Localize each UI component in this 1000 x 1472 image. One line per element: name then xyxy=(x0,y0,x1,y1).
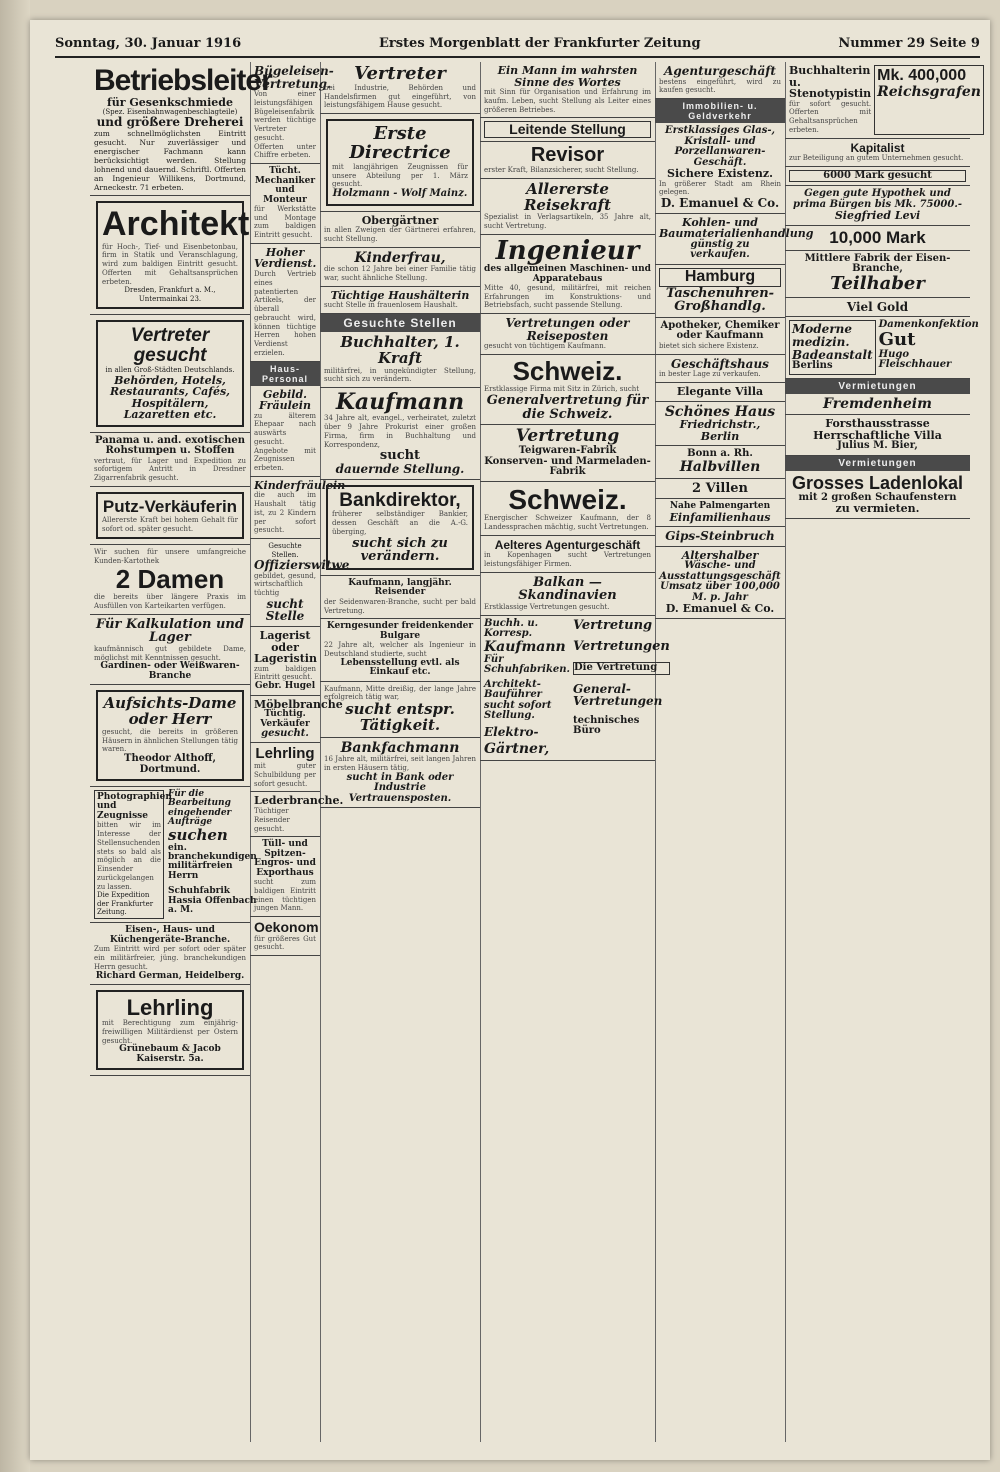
ad-buchhalter: Buchhalter, 1. Kraft militärfrei, in ungekündigter Stellung, sucht sich zu verändern. xyxy=(320,332,480,388)
ad-vertreter-gesucht: Vertreter gesucht in allen Groß-Städten Deutschlands. Behörden, Hotels, Restaurants, Cafés, Hospitälern, Lazaretten etc. xyxy=(90,315,250,432)
ad-photographien-block xyxy=(90,787,257,923)
ad-lagerist-side: Für die Bearbeitung eingehender Aufträge suchen ein. branchekundigen militärfreien Herrn Schuhfabrik Hassia Offenbach a. M. xyxy=(168,789,257,916)
ad-lederbranche: Lederbranche. Tüchtiger Reisender gesucht. xyxy=(250,792,320,837)
ad-mk-400000: Mk. 400,000 Reichsgrafen xyxy=(874,65,984,135)
ad-hamburg: Hamburg Taschenuhren-Großhandlg. xyxy=(655,265,785,318)
column-1 xyxy=(90,62,272,1442)
column-4 xyxy=(480,62,670,1442)
ad-gebild-fraeulein: Gebild. Fräulein zu älterem Ehepaar nach auswärts gesucht. Angebote mit Zeugnissen erbeten. xyxy=(250,386,320,477)
banner-gesuchte-stellen: Gesuchte Stellen xyxy=(320,314,480,332)
ad-reiseposten: Vertretungen oder Reiseposten gesucht von tüchtigem Kaufmann. xyxy=(480,314,655,355)
ad-moebelbranche: Möbelbranche Tüchtig. Verkäufer gesucht. xyxy=(250,696,320,744)
ad-geschaeftshaus: Geschäftshaus in bester Lage zu verkaufen. xyxy=(655,355,785,383)
ad-lehrling-2: Lehrling mit guter Schulbildung per sofort gesucht. xyxy=(250,743,320,792)
ad-buchhalterin: Buchhalterin u. Stenotypistin für sofort gesucht. Offerten mit Gehaltsansprüchen erbeten. xyxy=(789,64,872,134)
banner-haus-personal: Haus-Personal xyxy=(250,362,320,386)
header-page-number: Nummer 29 Seite 9 xyxy=(838,36,980,51)
ad-putz-verkaeuferin: Putz-Verkäuferin Allererste Kraft bei hohem Gehalt für sofort od. später gesucht. xyxy=(90,487,250,545)
ad-glas-kristall: Erstklassiges Glas-, Kristall- und Porzellanwaren-Geschäft. Sichere Existenz. In größerer Stadt am Rhein gelegen. D. Emanuel & Co. xyxy=(655,123,785,214)
ad-row-bottom xyxy=(785,317,979,378)
ad-bankdirektor: Bankdirektor, früherer selbständiger Bankier, dessen Geschäft an die A.-G. überging, sucht sich zu verändern. xyxy=(320,480,480,576)
ad-forsthaus: Forsthausstrasse Herrschaftliche Villa Julius M. Bier, xyxy=(785,415,970,456)
ad-10000-mark: 10,000 Mark xyxy=(785,226,970,251)
ad-gips: Gips-Steinbruch xyxy=(655,527,785,547)
ad-buegeleisen: Bügeleisen-Vertretung. Von einer leistungsfähigen Bügeleisenfabrik werden tüchtige Vertreter gesucht. Offerten unter Chiffre erbeten. xyxy=(250,62,320,164)
column-6 xyxy=(785,62,981,1442)
ad-reisender: Kaufmann, langjähr. Reisender der Seidenwaren-Branche, sucht per bald Vertretung. xyxy=(320,576,480,619)
ad-agenturgeschaeft-2: Agenturgeschäft bestens eingeführt, wird zu kaufen gesucht. xyxy=(655,62,785,99)
ad-taetigkeit: Kaufmann, Mitte dreißig, der lange Jahre erfolgreich tätig war, sucht entspr. Tätigkeit. xyxy=(320,682,480,738)
ad-badeanstalt: Moderne medizin. Badeanstalt Berlins xyxy=(789,320,876,374)
ad-kinderfrau: Kinderfrau, die schon 12 Jahre bei einer Familie tätig war, sucht ähnliche Stellung. xyxy=(320,248,480,287)
ad-kapitalist: Kapitalist zur Beteiligung an gutem Unternehmen gesucht. xyxy=(785,139,970,167)
ad-row-buchh xyxy=(480,616,670,761)
ad-teilhaber: Mittlere Fabrik der Eisen-Branche, Teilhaber xyxy=(785,251,970,298)
ad-agenturgeschaeft: Aelteres Agenturgeschäft in Kopenhagen sucht Vertretungen leistungsfähiger Firmen. xyxy=(480,536,655,573)
column-5 xyxy=(655,62,814,1442)
ad-hypothek: Gegen gute Hypothek und prima Bürgen bis Mk. 75000.- Siegfried Levi xyxy=(785,186,970,226)
ad-kaufmann: Kaufmann 34 Jahre alt, evangel., verheiratet, zuletzt über 9 Jahre Prokurist einer großen Firma, firm in Buchhaltung und Korrespondenz, sucht dauernde Stellung. xyxy=(320,388,480,479)
ad-photographien: Photographien und Zeugnisse bitten wir im Interesse der Stellensuchenden stets so bald als möglich an die Einsender zurückgelangen zu lassen. Die Expedition der Frankfurter Zeitung. xyxy=(94,790,164,919)
ad-zwei-damen: Wir suchen für unsere umfangreiche Kunden-Kartothek 2 Damen die bereits über längere Praxis im Ausfüllen von Karteikarten verfügen. xyxy=(90,545,250,614)
ad-kinderfraeulein: Kinderfräulein die auch im Haushalt tätig ist, zu 2 Kindern per sofort gesucht. xyxy=(250,477,320,539)
ad-bonn-halbvillen: Bonn a. Rh. Halbvillen xyxy=(655,446,785,478)
ad-balkan: Balkan — Skandinavien Erstklassige Vertretungen gesucht. xyxy=(480,573,655,616)
ad-ein-mann: Ein Mann im wahrsten Sinne des Wortes mit Sinn für Organisation und Erfahrung im kaufm. Leben, sucht Stellung als Leiter eines größeren Betriebes. xyxy=(480,62,655,118)
ad-elegante-villa: Elegante Villa xyxy=(655,383,785,402)
ad-eisen-kuechen: Eisen-, Haus- und Küchengeräte-Branche. Zum Eintritt wird per sofort oder später ein militärfreier, jüng. branchekundigen Herrn gesucht. Richard German, Heidelberg. xyxy=(90,923,250,985)
ad-zwei-villen: 2 Villen xyxy=(655,479,785,500)
ad-lehrling-gruenebaum: Lehrling mit Berechtigung zum einjährig-freiwilligen Militärdienst per Ostern gesucht. Grünebaum & Jacob Kaiserstr. 5a. xyxy=(90,985,250,1076)
ad-ingenieur: Ingenieur des allgemeinen Maschinen- und Apparatebaus Mitte 40, gesund, militärfrei, mit reichen Erfahrungen im Konstruktions- und Betriebsfach, sucht passende Stellung. xyxy=(480,235,655,314)
ad-lagerist: Lagerist oder Lageristin zum baldigen Eintritt gesucht. Gebr. Hugel xyxy=(250,627,320,696)
ad-leitende-stellung: Leitende Stellung xyxy=(480,118,655,142)
banner-vermietungen-1: Vermietungen xyxy=(785,379,970,394)
ad-waesche: Altershalber Wäsche- und Ausstattungsgeschäft Umsatz über 100,000 M. p. Jahr D. Emanuel & Co. xyxy=(655,547,785,619)
ad-offizierswitwe: Gesuchte Stellen. Offizierswitwe gebildet, gesund, wirtschaftlich tüchtig sucht Stelle xyxy=(250,539,320,627)
ad-6000-mark: 6000 Mark gesucht xyxy=(785,167,970,187)
ad-schoenes-haus: Schönes Haus Friedrichstr., Berlin xyxy=(655,402,785,447)
header-date: Sonntag, 30. Januar 1916 xyxy=(55,36,242,51)
ad-mechaniker: Tücht. Mechaniker und Monteur für Werkstätte und Montage zum baldigen Eintritt gesucht. xyxy=(250,164,320,244)
ad-obergaertner: Obergärtner in allen Zweigen der Gärtnerei erfahren, sucht Stellung. xyxy=(320,212,480,248)
ad-bulgare: Kerngesunder freidenkender Bulgare 22 Jahre alt, welcher als Ingenieur in Deutschland studierte, sucht Lebensstellung evtl. als Einkauf etc. xyxy=(320,619,480,681)
ad-directrice: Erste Directrice mit langjährigen Zeugnissen für unsere Abteilung per 1. März gesucht. Holzmann - Wolf Mainz. xyxy=(320,114,480,212)
ad-ladenlokal: Grosses Ladenlokal mit 2 großen Schaufenstern zu vermieten. xyxy=(785,471,970,519)
ad-viel-gold: Viel Gold xyxy=(785,298,970,318)
header-masthead: Erstes Morgenblatt der Frankfurter Zeitung xyxy=(378,36,701,51)
ad-architekt: Architekt für Hoch-, Tief- und Eisenbetonbau, firm in Statik und Veranschlagung, wird zum baldigen Eintritt gesucht. Offerten mit Gehaltsansprüchen erbeten. Dresden, Frankfurt a. M., Untermainkai 23. xyxy=(90,196,250,315)
ad-schweiz-1: Schweiz. Erstklassige Firma mit Sitz in Zürich, sucht Generalvertretung für die Schweiz. xyxy=(480,355,655,425)
ad-revisor: Revisor erster Kraft, Bilanzsicherer, sucht Stellung. xyxy=(480,142,655,179)
ad-schweiz-2: Schweiz. Energischer Schweizer Kaufmann, der 8 Landessprachen mächtig, sucht Vertretungen. xyxy=(480,482,655,536)
ad-betriebsleiter: Betriebsleiter für Gesenkschmiede (Spez. Eisenbahnwagenbeschlagteile) und größere Dreherei zum schnellmöglichsten Eintritt gesucht. Nur zuverlässiger und energischer Fachmann kann berücksichtigt werden. Stellung lohnend und dauernd. Schriftl. Offerten an Ingenieur Willikens, Dortmund, Arneckestr. 71 erbeten. xyxy=(90,62,250,196)
ad-apotheker: Apotheker, Chemiker oder Kaufmann bietet sich sichere Existenz. xyxy=(655,318,785,355)
ad-damenkonfektion: Damenkonfektion Gut Hugo Fleischhauer xyxy=(878,319,979,371)
column-3 xyxy=(320,62,481,1442)
ad-tuell-spitzen: Tüll- und Spitzen-Engros- und Exporthaus sucht zum baldigen Eintritt einen tüchtigen jungen Mann. xyxy=(250,837,320,917)
ad-panama: Panama u. and. exotischen Rohstumpen u. Stoffen vertraut, für Lager und Expedition zu sofortigem Antritt in Dresdner Zigarrenfabrik gesucht. xyxy=(90,433,250,487)
ad-reisekraft: Allererste Reisekraft Spezialist in Verlagsartikeln, 35 Jahre alt, sucht Vertretung. xyxy=(480,179,655,235)
ad-fremdenheim: Fremdenheim xyxy=(785,394,970,416)
ad-kohlen: Kohlen- und Baumaterialienhandlung günstig zu verkaufen. xyxy=(655,214,785,265)
banner-immobilien: Immobilien- u. Geldverkehr xyxy=(655,99,785,123)
page-header xyxy=(55,36,980,58)
ad-vertreter-2: Vertreter bei Industrie, Behörden und Handelsfirmen gut eingeführt, von leistungsfähigem Hause gesucht. xyxy=(320,62,480,114)
ad-row-top xyxy=(785,62,981,139)
ad-kalkulation: Für Kalkulation und Lager kaufmännisch gut gebildete Dame, möglichst mit Kenntnissen gesucht. Gardinen- oder Weißwaren-Branche xyxy=(90,615,250,686)
ad-oekonom: Oekonom für größeres Gut gesucht. xyxy=(250,917,320,956)
ad-bankfachmann: Bankfachmann 16 Jahre alt, militärfrei, seit langen Jahren in ersten Häusern tätig, sucht in Bank oder Industrie Vertrauensposten. xyxy=(320,738,480,809)
ad-verdienst: Hoher Verdienst. Durch Vertrieb eines patentierten Artikels, der überall gebraucht wird, können tüchtige Herren hohen Verdienst erzielen. xyxy=(250,244,320,362)
ad-buchh-korresp: Buchh. u. Korresp. Kaufmann Für Schuhfabriken. Architekt-Bauführer sucht sofort Stellung. Elektro- Gärtner, xyxy=(484,617,571,758)
ad-haushaelterin: Tüchtige Haushälterin sucht Stelle in frauenlosem Haushalt. xyxy=(320,287,480,314)
column-2 xyxy=(250,62,350,1442)
ad-aufsichtsdame: Aufsichts-Dame oder Herr gesucht, die bereits in größeren Häusern in ähnlichen Stellungen tätig waren. Theodor Althoff, Dortmund. xyxy=(90,685,250,787)
ad-palmengarten: Nahe Palmengarten Einfamilienhaus xyxy=(655,499,785,527)
banner-vermietungen-2: Vermietungen xyxy=(785,456,970,471)
binding-edge xyxy=(0,0,30,1472)
ad-vertretung-column: Vertretung Vertretungen Die Vertretung General-Vertretungen technisches Büro xyxy=(573,617,670,737)
ad-vertretung-teigwaren: Vertretung Teigwaren-Fabrik Konserven- und Marmeladen-Fabrik xyxy=(480,425,655,481)
